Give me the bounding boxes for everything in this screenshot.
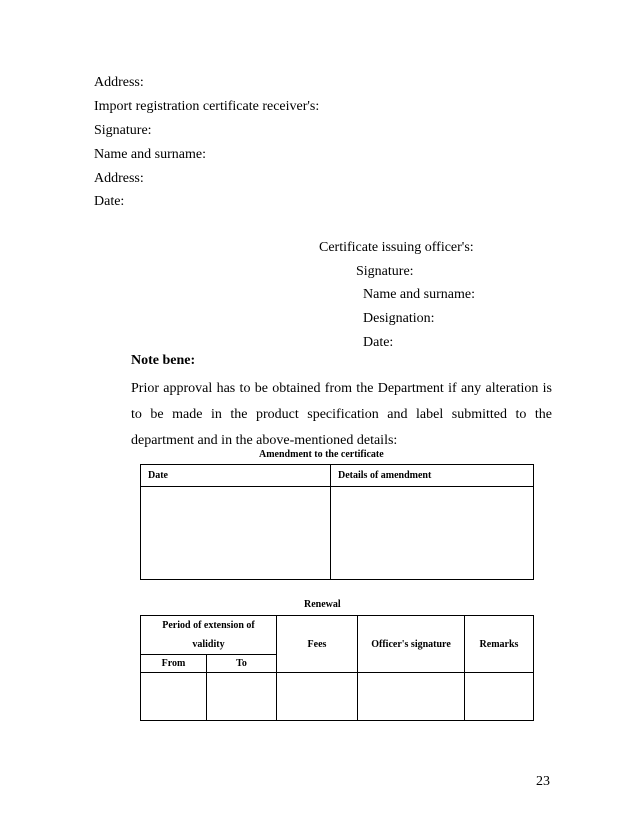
renewal-caption: Renewal: [304, 599, 341, 610]
renewal-remarks-cell: [465, 673, 534, 721]
renewal-remarks-header: Remarks: [465, 616, 534, 673]
renewal-from-header: From: [141, 655, 207, 673]
receiver-date-label: Date:: [94, 194, 125, 209]
note-title: Note bene:: [131, 353, 196, 368]
renewal-from-cell: [141, 673, 207, 721]
amendment-details-header: Details of amendment: [331, 465, 534, 487]
receiver-address2-label: Address:: [94, 171, 144, 186]
renewal-table: [140, 615, 534, 721]
receiver-signature-label: Signature:: [94, 123, 152, 138]
amendment-date-cell: [141, 487, 331, 580]
renewal-officer-signature-header: Officer's signature: [358, 616, 465, 673]
amendment-caption: Amendment to the certificate: [259, 449, 384, 460]
renewal-period-line1: Period of extension of: [162, 620, 255, 631]
renewal-to-header: To: [207, 655, 277, 673]
page-number: 23: [536, 774, 550, 789]
officer-signature-label: Signature:: [356, 264, 414, 279]
amendment-details-cell: [331, 487, 534, 580]
receiver-name-label: Name and surname:: [94, 147, 206, 162]
renewal-officer-signature-cell: [358, 673, 465, 721]
officer-date-label: Date:: [363, 335, 394, 350]
receiver-heading: Import registration certificate receiver's:: [94, 99, 320, 114]
officer-heading: Certificate issuing officer's:: [319, 240, 474, 255]
receiver-address-label: Address:: [94, 75, 144, 90]
note-text: Prior approval has to be obtained from the Department if any alteration is to be made in the product specification and label submitted to the department and in the above-mentioned details:: [131, 381, 552, 448]
renewal-period-header: [141, 616, 277, 655]
renewal-to-cell: [207, 673, 277, 721]
renewal-period-line2: validity: [192, 639, 225, 650]
amendment-table: [140, 464, 534, 580]
officer-designation-label: Designation:: [363, 311, 435, 326]
renewal-fees-cell: [277, 673, 358, 721]
officer-name-label: Name and surname:: [363, 287, 475, 302]
amendment-date-header: Date: [141, 465, 331, 487]
renewal-fees-header: Fees: [277, 616, 358, 673]
